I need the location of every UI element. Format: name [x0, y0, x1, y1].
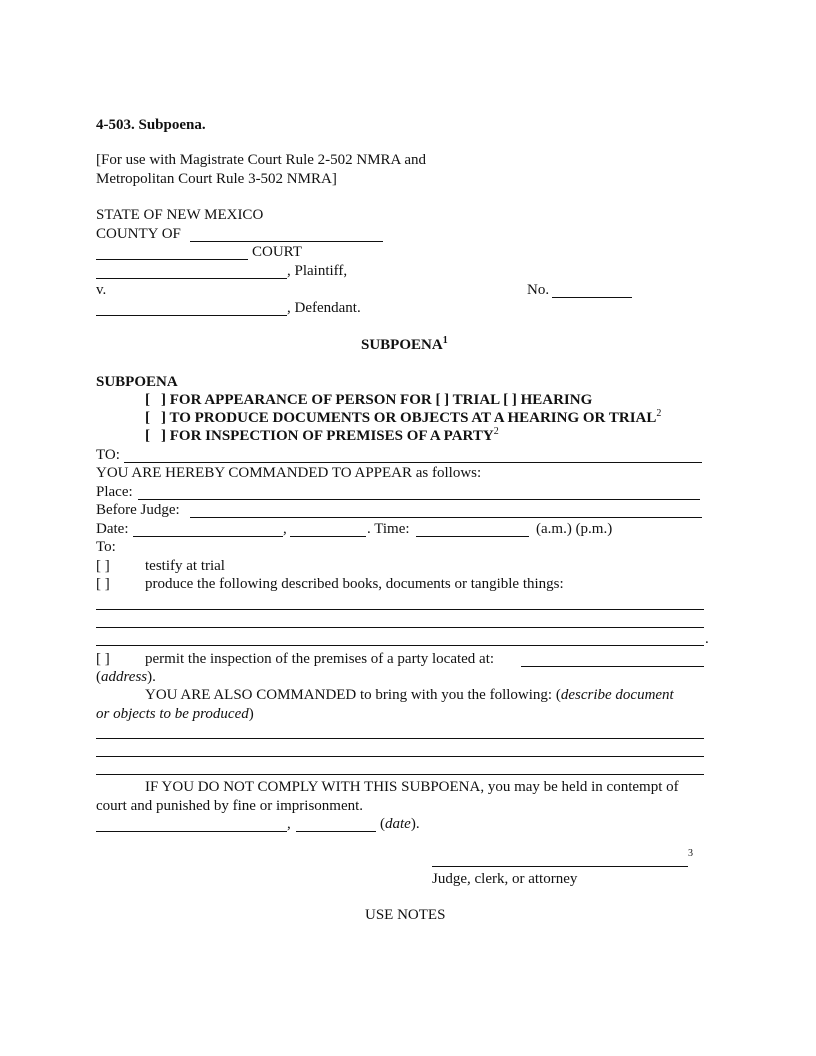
rule-reference-line-1: [For use with Magistrate Court Rule 2-502 NMRA and: [96, 152, 426, 168]
items-line-1[interactable]: [96, 738, 704, 739]
time-blank[interactable]: [416, 536, 529, 537]
produce-text: produce the following described books, documents or tangible things:: [145, 576, 564, 592]
signing-date-blank[interactable]: [296, 831, 376, 832]
date-label: Date:: [96, 521, 129, 537]
subpoena-subheading: SUBPOENA: [96, 374, 178, 390]
option-inspection-checkbox[interactable]: [: [145, 428, 150, 444]
testify-checkbox[interactable]: [ ]: [96, 558, 110, 574]
footnote-3-marker: 3: [688, 848, 693, 859]
permit-text: permit the inspection of the premises of a party located at:: [145, 651, 495, 667]
date-comma: ,: [283, 521, 287, 537]
also-commanded-text: [145, 686, 674, 704]
plaintiff-label: , Plaintiff,: [287, 263, 348, 279]
option-produce-checkbox[interactable]: [: [145, 410, 150, 426]
to-blank[interactable]: [124, 462, 702, 463]
option-produce-documents[interactable]: [145, 409, 661, 427]
produce-line-3[interactable]: [96, 645, 704, 646]
before-judge-label: Before Judge:: [96, 502, 180, 518]
to-label: TO:: [96, 447, 120, 463]
testify-text: testify at trial: [145, 558, 225, 574]
case-number-label: No.: [527, 282, 550, 298]
date-word: date: [385, 816, 411, 832]
case-number-blank[interactable]: [552, 297, 632, 298]
items-line-3[interactable]: [96, 774, 704, 775]
warning-line-1: IF YOU DO NOT COMPLY WITH THIS SUBPOENA, you may be held in contempt of: [145, 779, 679, 795]
court-label: COURT: [252, 244, 302, 260]
signature-line[interactable]: [432, 866, 688, 867]
use-notes-heading: USE NOTES: [365, 907, 446, 923]
produce-line-1[interactable]: [96, 609, 704, 610]
signing-comma: ,: [287, 816, 291, 832]
county-blank[interactable]: [190, 241, 383, 242]
option-appearance[interactable]: [145, 391, 592, 409]
produce-line-2[interactable]: [96, 627, 704, 628]
defendant-blank[interactable]: [96, 315, 287, 316]
option-produce-text: ] TO PRODUCE DOCUMENTS OR OBJECTS AT A HEARING OR TRIAL: [161, 410, 657, 426]
footnote-1-marker: 1: [442, 335, 448, 346]
option-appearance-checkbox[interactable]: [: [145, 392, 150, 408]
items-line-2[interactable]: [96, 756, 704, 757]
option-appearance-text: ] FOR APPEARANCE OF PERSON FOR [ ] TRIAL [ ] HEARING: [161, 392, 593, 408]
date-year-blank[interactable]: [290, 536, 366, 537]
court-blank[interactable]: [96, 259, 248, 260]
time-label: . Time:: [367, 521, 410, 537]
defendant-label: , Defendant.: [287, 300, 361, 316]
date-day-blank[interactable]: [133, 536, 283, 537]
premises-blank[interactable]: [521, 666, 704, 667]
describe-text-1: describe document: [560, 687, 674, 703]
signature-label: Judge, clerk, or attorney: [432, 871, 578, 887]
describe-line-2: or objects to be produced): [96, 706, 254, 722]
state-label: STATE OF NEW MEXICO: [96, 207, 264, 223]
place-blank[interactable]: [138, 499, 700, 500]
produce-period: .: [705, 631, 709, 647]
form-heading: [361, 336, 448, 354]
judge-blank[interactable]: [190, 517, 702, 518]
county-label: COUNTY OF: [96, 226, 181, 242]
versus-label: v.: [96, 282, 107, 298]
to2-label: To:: [96, 539, 116, 555]
page-title: 4-503. Subpoena.: [96, 117, 206, 133]
also-commanded-main: YOU ARE ALSO COMMANDED to bring with you the following: (: [145, 687, 561, 703]
plaintiff-blank[interactable]: [96, 278, 287, 279]
footnote-2-marker-b: 2: [493, 426, 499, 437]
place-label: Place:: [96, 484, 133, 500]
am-pm-label: (a.m.) (p.m.): [536, 521, 613, 537]
describe-text-2: or objects to be produced: [96, 706, 249, 722]
address-word: address: [101, 669, 148, 685]
signing-date-label: (date).: [380, 816, 420, 832]
address-note: (address).: [96, 669, 156, 685]
footnote-2-marker: 2: [656, 408, 662, 419]
produce-checkbox[interactable]: [ ]: [96, 576, 110, 592]
warning-line-2: court and punished by fine or imprisonment.: [96, 798, 364, 814]
option-inspection-text: ] FOR INSPECTION OF PREMISES OF A PARTY: [161, 428, 494, 444]
option-inspection[interactable]: [145, 427, 499, 445]
signing-place-blank[interactable]: [96, 831, 287, 832]
commanded-text: YOU ARE HEREBY COMMANDED TO APPEAR as follows:: [96, 465, 482, 481]
permit-checkbox[interactable]: [ ]: [96, 651, 110, 667]
form-heading-text: SUBPOENA: [361, 337, 443, 353]
rule-reference-line-2: Metropolitan Court Rule 3-502 NMRA]: [96, 171, 337, 187]
